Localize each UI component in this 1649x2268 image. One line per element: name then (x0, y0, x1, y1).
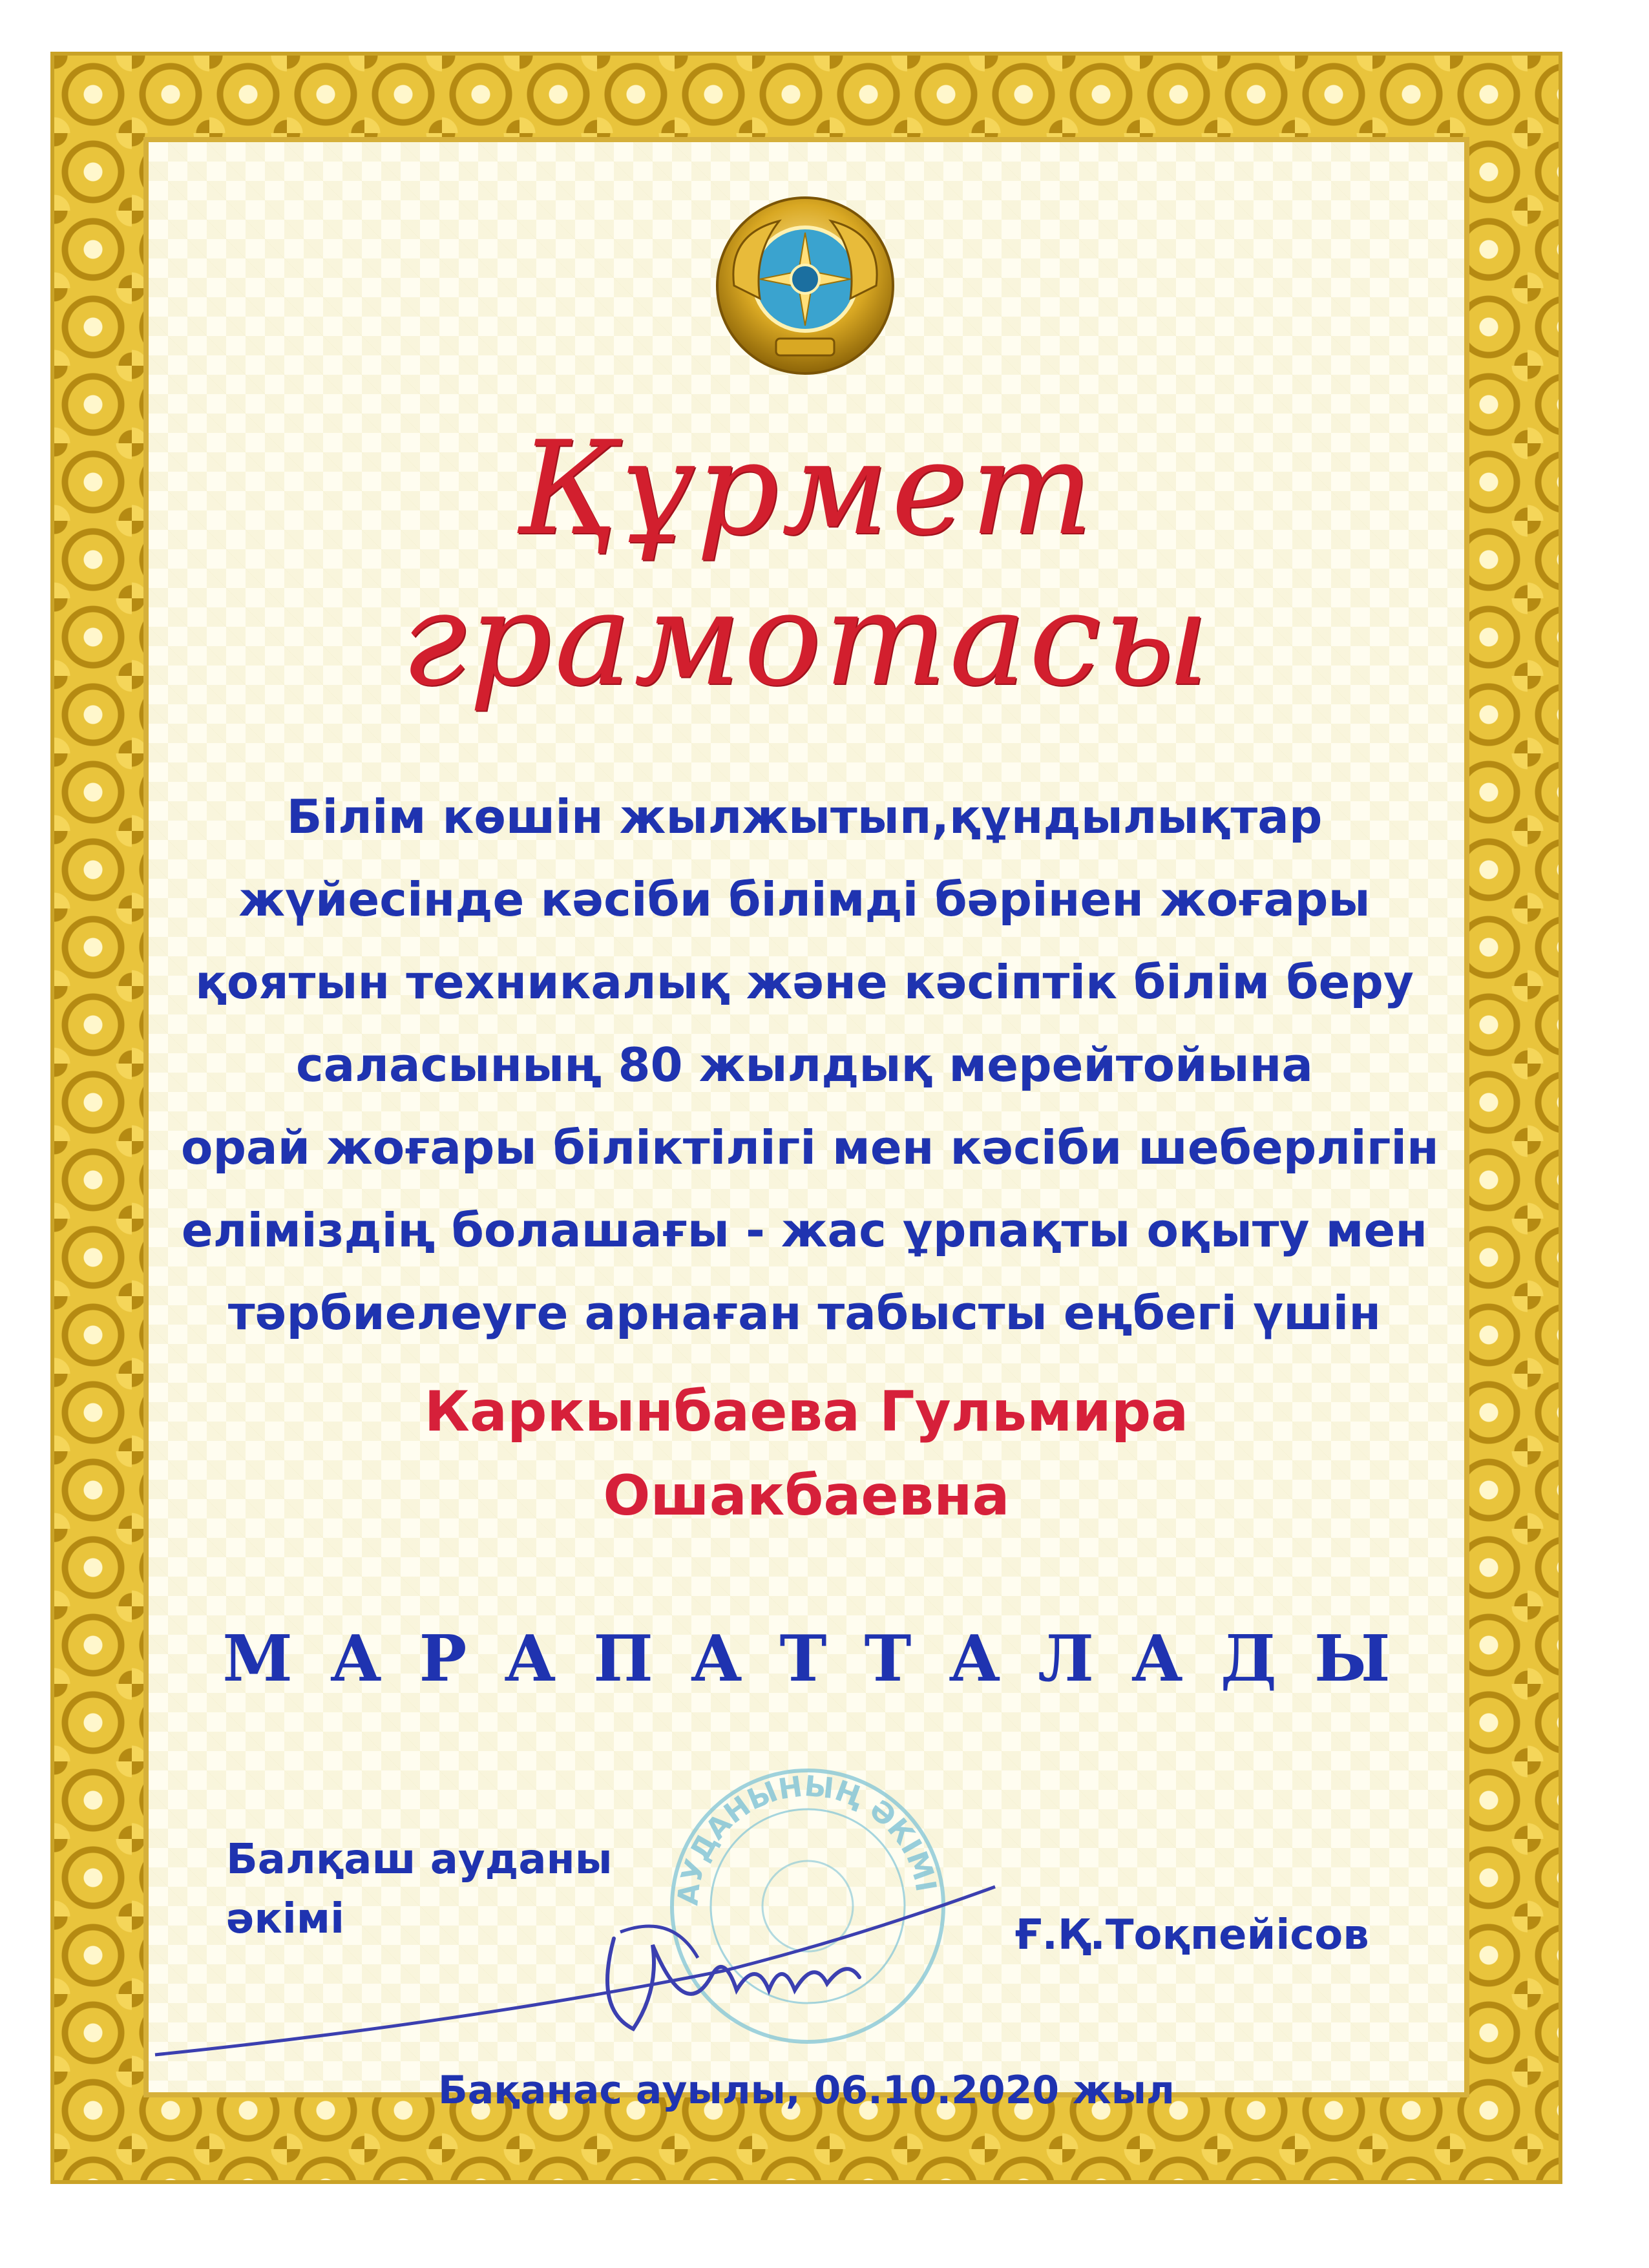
citation-line: қоятын техникалық және кәсіптік білім беру (195, 955, 1414, 1009)
stamp-text: АУДАНЫНЫҢ ӘКІМІ (671, 1769, 943, 1907)
recipient-name (143, 1370, 1469, 1538)
citation-text (181, 775, 1439, 1354)
citation-line: тәрбиелеуге арнаған табысты еңбегі үшін (227, 1286, 1381, 1340)
citation-line: саласының 80 жылдық мерейтойына (296, 1038, 1313, 1092)
citation-line: орай жоғары біліктілігі мен кәсіби шеберлігін (181, 1120, 1439, 1175)
citation-line: Білім көшін жылжытып,құндылықтар (286, 790, 1323, 844)
recipient-line: Ошакбаевна (603, 1464, 1010, 1528)
state-emblem-icon (708, 189, 902, 383)
place-and-date: Бақанас ауылы, 06.10.2020 жыл (438, 2068, 1175, 2113)
signer-position-line: әкімі (226, 1895, 345, 1943)
citation-line: жүйесінде кәсіби білімді бәрінен жоғары (238, 872, 1371, 927)
citation-line: еліміздің болашағы - жас ұрпақты оқыту мен (181, 1203, 1428, 1257)
signer-name: Ғ.Қ.Тоқпейісов (1014, 1911, 1369, 1959)
awarded-heading: МАРАПАТТАЛАДЫ (222, 1622, 1428, 1696)
certificate-title: Құрмет грамотасы (401, 414, 1212, 715)
recipient-line: Каркынбаева Гульмира (424, 1380, 1189, 1444)
signer-position (226, 1830, 614, 1949)
signer-position-line: Балқаш ауданы (226, 1836, 613, 1884)
